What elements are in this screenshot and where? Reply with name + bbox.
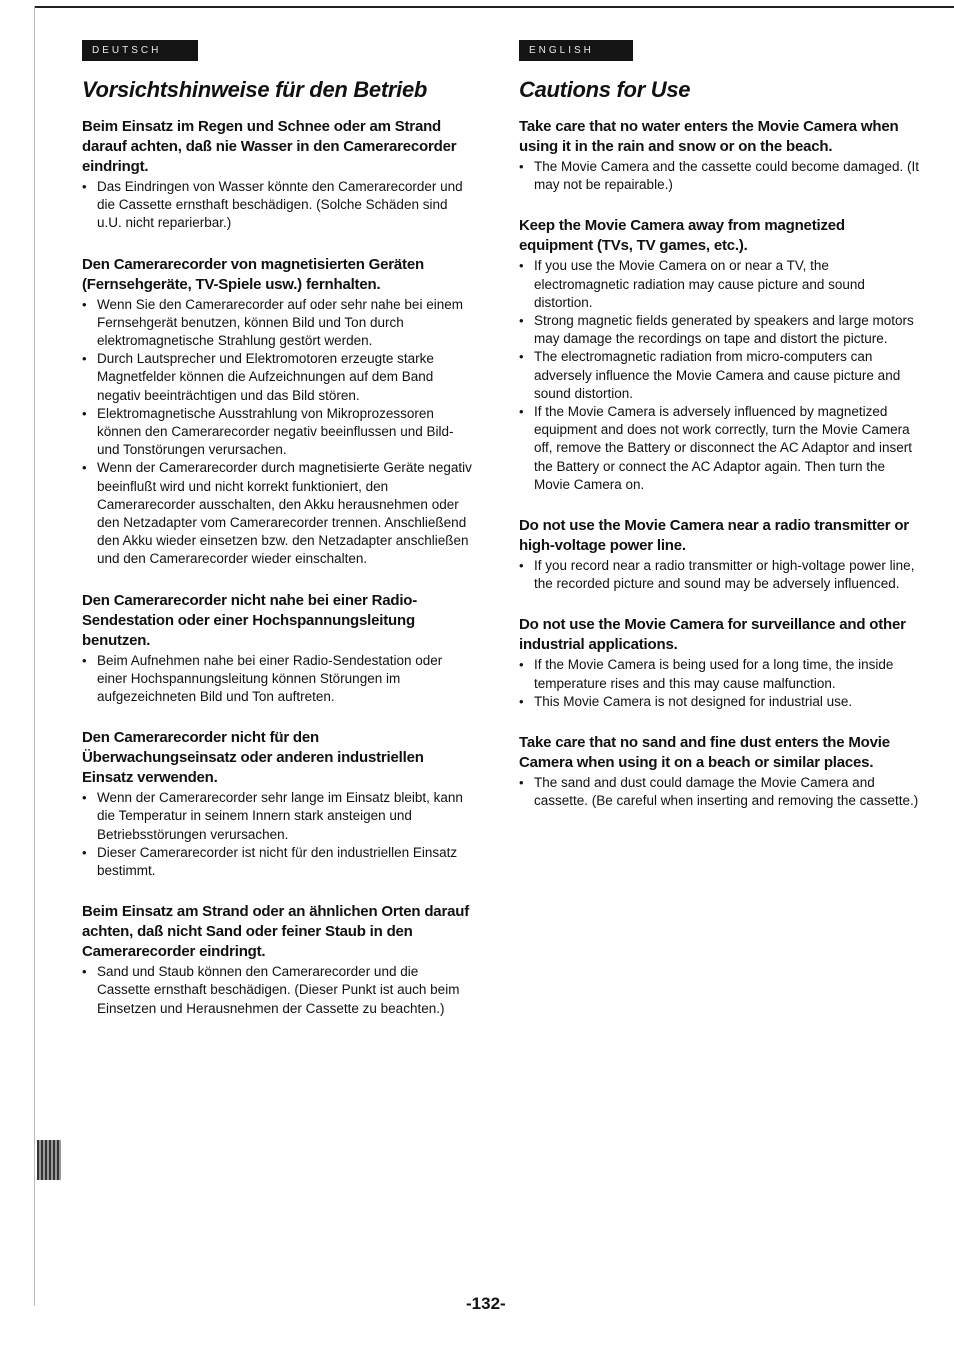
bullet-item: • The electromagnetic radiation from micro-computers can adversely influence the Movie Camera and cause picture and sound distortion. bbox=[519, 348, 919, 403]
bullet-item: • Wenn der Camerarecorder sehr lange im Einsatz bleibt, kann die Temperatur in seinem Innern stark ansteigen und Betriebsstörungen verursachen. bbox=[82, 789, 474, 844]
bullet-item: • If the Movie Camera is adversely influenced by magnetized equipment and does not work correctly, turn the Movie Camera off, remove the Battery or disconnect the AC Adaptor and insert the Battery or connect the AC Adaptor again. Then turn the Movie Camera on. bbox=[519, 403, 919, 494]
bullet-list bbox=[82, 652, 474, 707]
bullet-item: • This Movie Camera is not designed for industrial use. bbox=[519, 693, 919, 711]
german-section-magnetic bbox=[82, 255, 474, 569]
section-heading: Den Camerarecorder nicht für den Überwachungseinsatz oder anderen industriellen Einsatz verwenden. bbox=[82, 729, 424, 787]
bullet-list bbox=[519, 257, 919, 494]
section-heading: Den Camerarecorder von magnetisierten Geräten (Fernsehgeräte, TV-Spiele usw.) fernhalten. bbox=[82, 255, 424, 293]
section-heading: Beim Einsatz am Strand oder an ähnlichen Orten darauf achten, daß nicht Sand oder feiner Staub in den Camerarecorder eindringt. bbox=[82, 903, 469, 961]
german-section-water bbox=[82, 117, 474, 233]
bullet-list bbox=[519, 774, 919, 810]
bullet-item: • Strong magnetic fields generated by speakers and large motors may damage the recordings on tape and distort the picture. bbox=[519, 312, 919, 348]
english-section-water bbox=[519, 117, 919, 194]
section-heading: Beim Einsatz im Regen und Schnee oder am Strand darauf achten, daß nie Wasser in den Camerarecorder eindringt. bbox=[82, 118, 457, 175]
section-heading: Take care that no water enters the Movie Camera when using it in the rain and snow or on the beach. bbox=[519, 118, 899, 155]
bullet-item: • Dieser Camerarecorder ist nicht für den industriellen Einsatz bestimmt. bbox=[82, 844, 474, 880]
bullet-list bbox=[519, 158, 919, 194]
section-heading: Den Camerarecorder nicht nahe bei einer Radio-Sendestation oder einer Hochspannungsleitung benutzen. bbox=[82, 591, 418, 649]
bullet-list bbox=[519, 656, 919, 711]
german-section-sand bbox=[82, 902, 474, 1018]
german-section-radio bbox=[82, 591, 474, 707]
german-title: Vorsichtshinweise für den Betrieb bbox=[82, 77, 428, 102]
bullet-item: • Sand und Staub können den Camerarecorder und die Cassette ernsthaft beschädigen. (Dieser Punkt ist auch beim Einsetzen und Herausnehmen der Cassette zu beachten.) bbox=[82, 963, 474, 1018]
bullet-item: • Wenn Sie den Camerarecorder auf oder sehr nahe bei einem Fernsehgerät benutzen, können Bild und Ton durch elektromagnetische Strahlung gestört werden. bbox=[82, 296, 474, 351]
bullet-list bbox=[82, 963, 474, 1018]
english-title: Cautions for Use bbox=[519, 77, 691, 102]
bullet-list bbox=[519, 557, 919, 593]
bullet-item: • Durch Lautsprecher und Elektromotoren erzeugte starke Magnetfelder können die Aufzeichnungen auf dem Band negativ beeinträchtigen und das Bild stören. bbox=[82, 350, 474, 405]
language-tab-german: DEUTSCH bbox=[82, 40, 198, 61]
english-section-sand bbox=[519, 733, 919, 810]
bullet-item: • The sand and dust could damage the Movie Camera and cassette. (Be careful when inserting and removing the cassette.) bbox=[519, 774, 919, 810]
page-number: -132- bbox=[466, 1294, 506, 1313]
bullet-item: • Wenn der Camerarecorder durch magnetisierte Geräte negativ beeinflußt wird und nicht korrekt funktioniert, den Camerarecorder ausschalten, den Akku herausnehmen oder den Netzadapter vom Camerarecorder trennen. Anschließend den Akku wieder einsetzen bzw. den Netzadapter anschließen und den Camerarecorder wieder einschalten. bbox=[82, 459, 474, 568]
section-heading: Take care that no sand and fine dust enters the Movie Camera when using it on a beach or similar places. bbox=[519, 734, 890, 772]
english-column bbox=[519, 40, 919, 832]
german-section-industrial bbox=[82, 728, 474, 880]
section-heading: Keep the Movie Camera away from magnetized equipment (TVs, TV games, etc.). bbox=[519, 217, 845, 255]
language-tab-english: ENGLISH bbox=[519, 40, 633, 61]
section-heading: Do not use the Movie Camera for surveillance and other industrial applications. bbox=[519, 616, 906, 654]
bullet-list bbox=[82, 789, 474, 880]
section-heading: Do not use the Movie Camera near a radio transmitter or high-voltage power line. bbox=[519, 517, 909, 555]
english-section-radio bbox=[519, 516, 919, 593]
top-rule bbox=[34, 6, 954, 8]
english-section-magnetic bbox=[519, 216, 919, 494]
bullet-item: • The Movie Camera and the cassette could become damaged. (It may not be repairable.) bbox=[519, 158, 919, 194]
bullet-item: • Das Eindringen von Wasser könnte den Camerarecorder und die Cassette ernsthaft beschädigen. (Solche Schäden sind u.U. nicht reparierbar.) bbox=[82, 178, 474, 233]
bullet-list bbox=[82, 296, 474, 569]
bullet-item: • If the Movie Camera is being used for a long time, the inside temperature rises and this may cause malfunction. bbox=[519, 656, 919, 692]
bullet-item: • Beim Aufnehmen nahe bei einer Radio-Sendestation oder einer Hochspannungsleitung können Störungen im aufgezeichneten Bild und Ton auftreten. bbox=[82, 652, 474, 707]
bullet-item: • If you record near a radio transmitter or high-voltage power line, the recorded picture and sound may be adversely influenced. bbox=[519, 557, 919, 593]
english-section-industrial bbox=[519, 615, 919, 711]
bullet-item: • Elektromagnetische Ausstrahlung von Mikroprozessoren können den Camerarecorder negativ beeinflussen und Bild- und Tonstörungen verursachen. bbox=[82, 405, 474, 460]
german-column bbox=[82, 40, 474, 1040]
bullet-item: • If you use the Movie Camera on or near a TV, the electromagnetic radiation may cause picture and sound distortion. bbox=[519, 257, 919, 312]
scan-margin-mark bbox=[37, 1140, 61, 1180]
left-margin-rule bbox=[34, 6, 35, 1306]
bullet-list bbox=[82, 178, 474, 233]
